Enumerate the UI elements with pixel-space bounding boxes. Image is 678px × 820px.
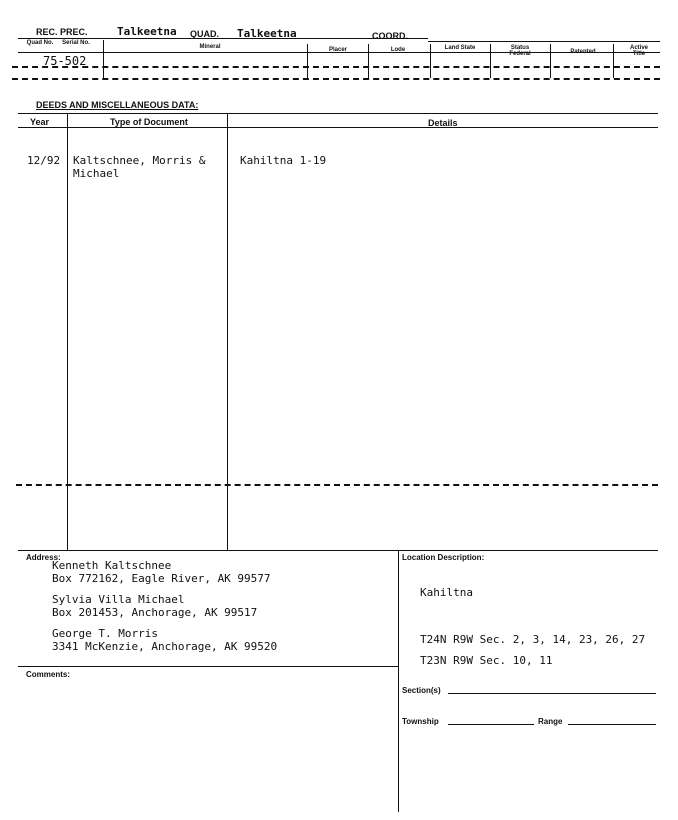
table-top-rule bbox=[18, 113, 658, 114]
location-name: Kahiltna bbox=[420, 586, 473, 599]
address-street: Box 772162, Eagle River, AK 99577 bbox=[52, 572, 271, 585]
deeds-heading: DEEDS AND MISCELLANEOUS DATA: bbox=[36, 100, 199, 110]
rec-prec-value: Talkeetna bbox=[117, 25, 177, 38]
col-quad-no: Quad No. bbox=[26, 40, 54, 46]
table-header-rule bbox=[18, 127, 658, 128]
location-line2: T23N R9W Sec. 10, 11 bbox=[420, 654, 553, 667]
col-type: Type of Document bbox=[110, 117, 188, 127]
range-field[interactable] bbox=[568, 724, 656, 725]
dashed-rule bbox=[12, 66, 660, 68]
dashed-rule bbox=[12, 78, 660, 80]
section-label: Section(s) bbox=[402, 686, 441, 695]
quad-label: QUAD. bbox=[190, 29, 219, 39]
col-lode: Lode bbox=[390, 47, 406, 53]
col-mineral: Mineral bbox=[199, 44, 221, 50]
quad-value: Talkeetna bbox=[237, 27, 297, 40]
location-line1: T24N R9W Sec. 2, 3, 14, 23, 26, 27 bbox=[420, 633, 646, 646]
col-serial-no: Serial No. bbox=[62, 40, 90, 46]
comments-label: Comments: bbox=[26, 670, 71, 679]
col-status-federal: Status Federal bbox=[509, 45, 531, 57]
comments-rule bbox=[18, 666, 398, 667]
address-name: George T. Morris bbox=[52, 627, 158, 640]
table-bottom-rule bbox=[18, 550, 658, 551]
column-divider bbox=[368, 44, 369, 78]
col-placer: Placer bbox=[328, 47, 347, 53]
table-dashed-rule bbox=[16, 484, 658, 486]
township-label: Township bbox=[402, 717, 439, 726]
section-field[interactable] bbox=[448, 693, 656, 694]
address-street: 3341 McKenzie, Anchorage, AK 99520 bbox=[52, 640, 278, 653]
row-details: Kahiltna 1-19 bbox=[240, 154, 327, 167]
coord-label: COORD. bbox=[372, 31, 408, 41]
col-active-title: Active Title bbox=[629, 45, 648, 57]
col-land-state: Land State bbox=[444, 45, 476, 51]
col-patented: Patented bbox=[570, 49, 596, 55]
address-name: Sylvia Villa Michael bbox=[52, 593, 185, 606]
section-divider bbox=[398, 550, 399, 812]
column-divider bbox=[430, 44, 431, 78]
serial-number: 75-502 bbox=[43, 54, 87, 68]
col-details: Details bbox=[428, 118, 458, 128]
column-divider bbox=[490, 44, 491, 78]
address-street: Box 201453, Anchorage, AK 99517 bbox=[52, 606, 258, 619]
column-divider bbox=[613, 44, 614, 78]
header-rule-right bbox=[428, 41, 660, 42]
row-year: 12/92 bbox=[27, 154, 61, 167]
row-type-line2: Michael bbox=[73, 167, 120, 180]
column-divider bbox=[550, 44, 551, 78]
column-divider bbox=[103, 40, 104, 78]
address-name: Kenneth Kaltschnee bbox=[52, 559, 172, 572]
township-field[interactable] bbox=[448, 724, 534, 725]
header-rule bbox=[18, 38, 428, 39]
col-year: Year bbox=[30, 117, 50, 127]
column-divider bbox=[307, 44, 308, 78]
row-type-line1: Kaltschnee, Morris & bbox=[73, 154, 206, 167]
range-label: Range bbox=[538, 717, 563, 726]
address-label: Address: bbox=[26, 553, 61, 562]
location-label: Location Description: bbox=[402, 553, 485, 562]
rec-prec-label: REC. PREC. bbox=[36, 27, 88, 37]
